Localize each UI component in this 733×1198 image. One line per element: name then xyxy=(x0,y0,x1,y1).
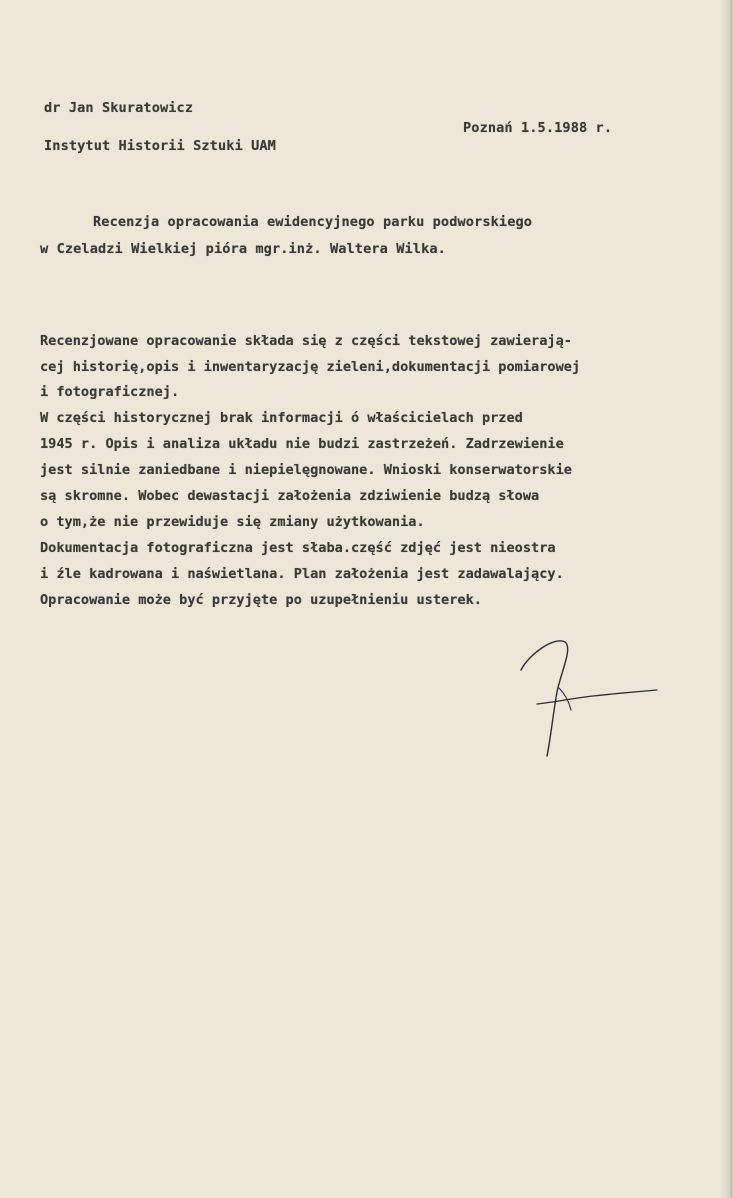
body-line: o tym,że nie przewiduje się zmiany użytkowania. xyxy=(40,514,425,530)
body-line: Dokumentacja fotograficzna jest słaba.część zdjęć jest nieostra xyxy=(40,540,556,556)
body-line: jest silnie zaniedbane i niepielęgnowane. Wnioski konserwatorskie xyxy=(40,462,572,478)
subject-line: Recenzja opracowania ewidencyjnego parku podworskiego xyxy=(93,214,533,230)
body-line: W części historycznej brak informacji ó właścicielach przed xyxy=(40,410,523,426)
place-date: Poznań 1.5.1988 r. xyxy=(463,120,613,136)
body-line: Recenzjowane opracowanie składa się z części tekstowej zawierają- xyxy=(40,333,572,349)
body-line: i źle kadrowana i naświetlana. Plan założenia jest zadawalający. xyxy=(40,566,564,582)
body-line: i fotograficznej. xyxy=(40,384,180,400)
body-line: 1945 r. Opis i analiza układu nie budzi zastrzeżeń. Zadrzewienie xyxy=(40,436,564,452)
author-institute: Instytut Historii Sztuki UAM xyxy=(44,138,276,154)
body-line: Opracowanie może być przyjęte po uzupełnieniu usterek. xyxy=(40,592,482,608)
subject-line: w Czeladzi Wielkiej pióra mgr.inż. Waltera Wilka. xyxy=(40,241,446,257)
handwritten-signature xyxy=(515,632,665,762)
page-edge-shadow xyxy=(720,0,730,1198)
body-line: są skromne. Wobec dewastacji założenia zdziwienie budzą słowa xyxy=(40,488,540,504)
body-line: cej historię,opis i inwentaryzację zieleni,dokumentacji pomiarowej xyxy=(40,359,581,375)
author-name: dr Jan Skuratowicz xyxy=(44,100,194,116)
